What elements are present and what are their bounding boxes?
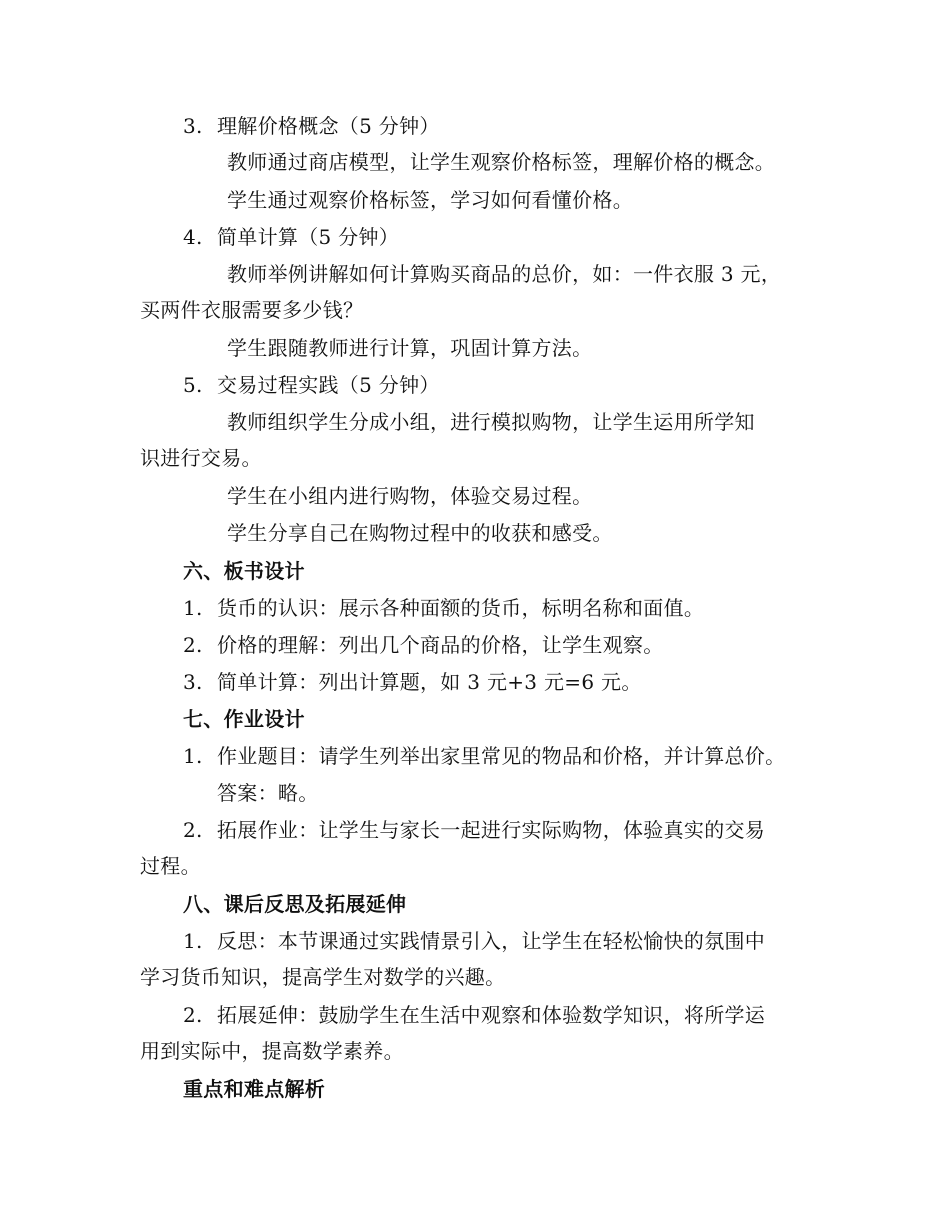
list-item-text: 价格的理解：列出几个商品的价格，让学生观察。	[217, 633, 664, 657]
list-item-text: 交易过程实践（5 分钟）	[217, 373, 440, 397]
list-item	[183, 742, 785, 770]
list-item-text: 作业题目：请学生列举出家里常见的物品和价格，并计算总价。	[217, 744, 786, 768]
list-number: 1.	[183, 596, 203, 620]
paragraph: 用到实际中，提高数学素养。	[140, 1039, 404, 1063]
paragraph: 学生通过观察价格标签，学习如何看懂价格。	[227, 188, 633, 212]
paragraph: 学生在小组内进行购物，体验交易过程。	[227, 484, 593, 508]
list-number: 3.	[183, 114, 203, 138]
list-item	[183, 1001, 765, 1029]
list-item	[183, 594, 704, 622]
list-item-text: 拓展延伸：鼓励学生在生活中观察和体验数学知识，将所学运	[217, 1003, 766, 1027]
list-item	[183, 371, 440, 399]
list-item-text: 简单计算（5 分钟）	[217, 225, 400, 249]
list-number: 2.	[183, 1003, 203, 1027]
paragraph: 教师举例讲解如何计算购买商品的总价，如：一件衣服 3 元，	[227, 262, 782, 286]
paragraph: 学习货币知识，提高学生对数学的兴趣。	[140, 965, 506, 989]
paragraph: 学生分享自己在购物过程中的收获和感受。	[227, 521, 613, 545]
list-number: 5.	[183, 373, 203, 397]
list-number: 2.	[183, 633, 203, 657]
section-heading: 七、作业设计	[183, 707, 305, 731]
list-item	[183, 223, 399, 251]
paragraph: 买两件衣服需要多少钱？	[140, 298, 364, 322]
list-number: 1.	[183, 744, 203, 768]
list-number: 4.	[183, 225, 203, 249]
section-heading: 六、板书设计	[183, 559, 305, 583]
list-item	[183, 631, 664, 659]
list-number: 2.	[183, 818, 203, 842]
list-item	[183, 927, 765, 955]
list-item-text: 理解价格概念（5 分钟）	[217, 114, 440, 138]
list-item-text: 反思：本节课通过实践情景引入，让学生在轻松愉快的氛围中	[217, 929, 766, 953]
paragraph: 学生跟随教师进行计算，巩固计算方法。	[227, 336, 593, 360]
list-item	[183, 668, 642, 696]
list-item	[183, 816, 765, 844]
paragraph: 教师组织学生分成小组，进行模拟购物，让学生运用所学知	[227, 410, 755, 434]
paragraph: 过程。	[140, 854, 201, 878]
list-item	[183, 112, 440, 140]
section-heading: 八、课后反思及拓展延伸	[183, 892, 407, 916]
list-item-text: 简单计算：列出计算题，如 3 元+3 元=6 元。	[217, 670, 642, 694]
section-heading: 重点和难点解析	[183, 1077, 326, 1101]
paragraph: 答案：略。	[217, 781, 319, 805]
paragraph: 教师通过商店模型，让学生观察价格标签，理解价格的概念。	[227, 150, 776, 174]
list-item-text: 拓展作业：让学生与家长一起进行实际购物，体验真实的交易	[217, 818, 766, 842]
list-item-text: 货币的认识：展示各种面额的货币，标明名称和面值。	[217, 596, 705, 620]
paragraph: 识进行交易。	[140, 446, 262, 470]
list-number: 1.	[183, 929, 203, 953]
list-number: 3.	[183, 670, 203, 694]
